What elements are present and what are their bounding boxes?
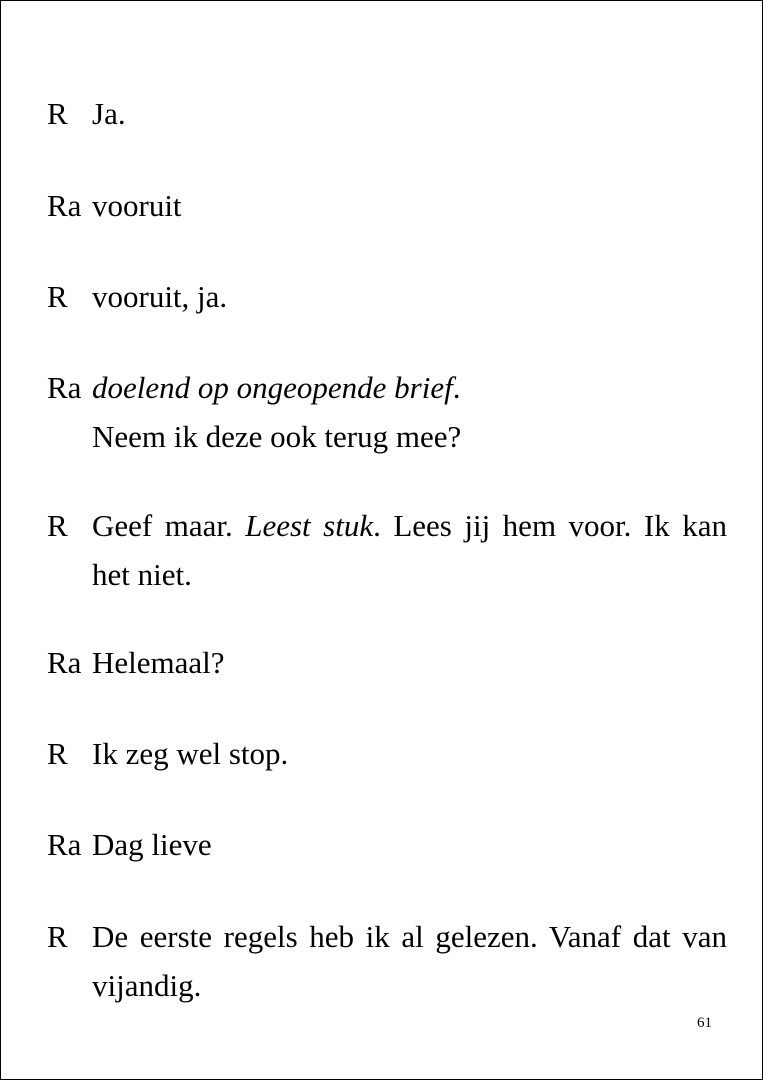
speech-fragment: De eerste regels heb ik al gelezen. Vanaf dat van vijandig. (92, 919, 727, 1003)
speech-fragment: Geef maar. (92, 508, 246, 543)
speaker-label: Ra (47, 370, 82, 405)
speech-text (92, 638, 727, 687)
speaker-label: R (47, 736, 68, 771)
speech-line: Neem ik deze ook terug mee? (92, 419, 462, 454)
speech-fragment: Dag lieve (92, 827, 212, 862)
speech-text (92, 912, 727, 1010)
dialogue-line (47, 912, 727, 1010)
speaker-label: R (47, 919, 68, 954)
speaker-label: Ra (47, 188, 82, 223)
speaker-label: Ra (47, 645, 82, 680)
speech-fragment: Helemaal? (92, 645, 225, 680)
speaker-label: Ra (47, 827, 82, 862)
speech-fragment: . Lees jij hem voor. Ik kan het niet. (92, 508, 727, 592)
dialogue-line (47, 729, 727, 778)
stage-direction: doelend op ongeopende brief (92, 370, 453, 405)
dialogue-line (47, 501, 727, 599)
speech-fragment: vooruit, ja. (92, 279, 228, 314)
dialogue-line (47, 272, 727, 321)
speech-text (92, 363, 727, 461)
dialogue-line (47, 638, 727, 687)
stage-direction: Leest stuk (245, 508, 374, 543)
dialogue-line (47, 820, 727, 869)
speech-text (92, 820, 727, 869)
speaker-label: R (47, 508, 68, 543)
speaker-label: R (47, 96, 68, 131)
speech-text (92, 181, 727, 230)
speech-fragment: vooruit (92, 188, 182, 223)
speech-text (92, 729, 727, 778)
dialogue-line (47, 181, 727, 230)
speech-line (92, 363, 727, 412)
speech-fragment: . (452, 370, 461, 405)
page-number: 61 (697, 1015, 712, 1031)
dialogue-line (47, 363, 727, 461)
speech-text (92, 272, 727, 321)
dialogue-line (47, 89, 727, 138)
speaker-label: R (47, 279, 68, 314)
speech-text (92, 89, 727, 138)
speech-fragment: Ik zeg wel stop. (92, 736, 289, 771)
speech-text (92, 501, 727, 599)
speech-fragment: Ja. (92, 96, 126, 131)
